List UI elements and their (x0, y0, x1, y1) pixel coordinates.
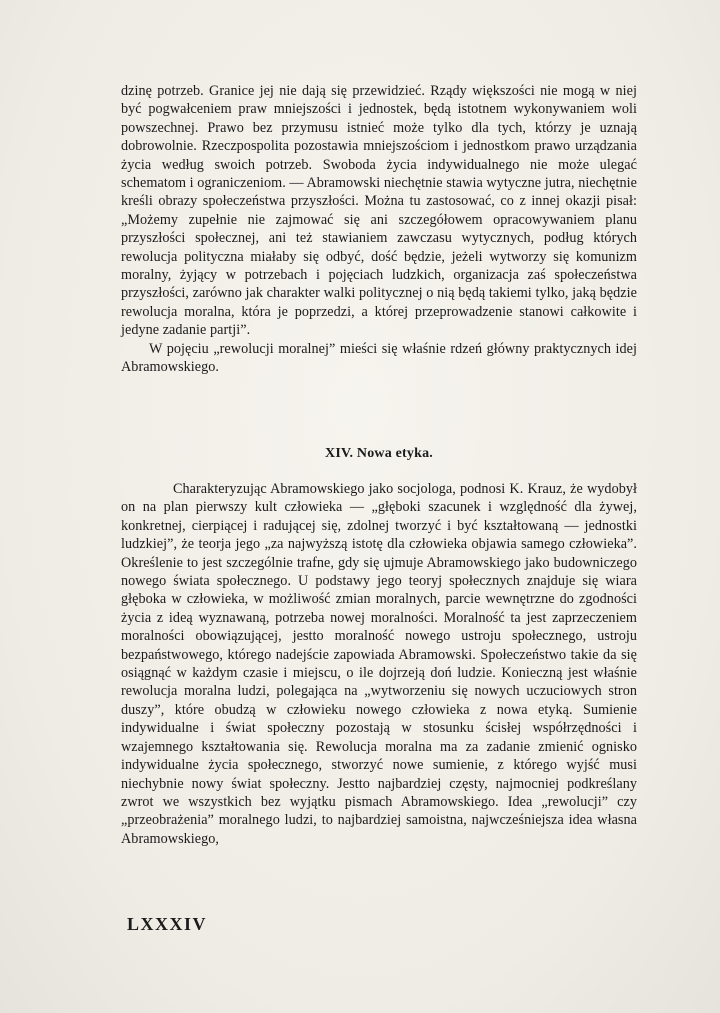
page-number: LXXXIV (127, 914, 208, 934)
opening-text (121, 82, 637, 377)
paragraph-new-ethics: Charakteryzując Abramowskiego jako socjologa, podnosi K. Krauz, że wydobył on na plan pierwszy kult człowieka — „głęboki szacunek i względność dla żywej, konkretnej, cierpiącej i radującej się, zdolnej tworzyć i być kształtowaną — jednostki ludzkiej”, że teorja jego „za najwyższą istotę dla człowieka objawia samego człowieka”. Określenie to jest szczególnie trafne, gdy się ujmuje Abramowskiego jako budowniczego nowego świata społecznego. U podstawy jego teoryj społecznych znajduje się wiara głęboka w człowieka, w możliwość zmian moralnych, parcie wewnętrzne do zgodności życia z ideą wyznawaną, potrzeba nowej moralności. Moralność ta jest zaprzeczeniem moralności obowiązującej, jestto moralność nowego ustroju społecznego, ustroju bezpaństwowego, którego nadejście zapowiada Abramowski. Społeczeństwo takie da się osiągnąć w każdym czasie i miejscu, o ile dojrzeją doń ludzie. Konieczną jest właśnie rewolucja moralna ludzi, polegająca na „wytworzeniu się nowych uczuciowych stron duszy”, które obudzą w człowieku nowego człowieka z nowa etyką. Sumienie indywidualne i świat społeczny pozostają w stosunku ścisłej współrzędności i wzajemnego kształtowania się. Rewolucja moralna ma za zadanie zmienić ognisko indywidualne życia społecznego, stworzyć nowe sumienie, z którego wyjść musi niechybnie nowy świat społeczny. Jestto najbardziej częsty, najmocniej podkreślany zwrot we wszystkich bez wyjątku pismach Abramowskiego. Idea „rewolucji” czy „przeobrażenia” moralnego ludzi, to najbardziej samoistna, najwcześniejsza idea własna Abramowskiego, (121, 481, 637, 847)
paragraph-continuation: dzinę potrzeb. Granice jej nie dają się przewidzieć. Rządy większości nie mogą w niej być pogwałceniem praw mniejszości i jednostek, będą istotnem wykonywaniem woli powszechnej. Prawo bez przymusu istnieć może tylko dla tych, którzy je uznają dobrowolnie. Rzeczpospolita pozostawia mniejszościom i jednostkom prawo urządzania życia według swoich potrzeb. Swoboda życia indywidualnego nie może ulegać schematom i ograniczeniom. — Abramowski niechętnie stawia wytyczne jutra, niechętnie kreśli obrazy społeczeństwa przyszłości. Można tu zastosować, co z innej okazji pisał: „Możemy zupełnie nie zajmować się ani szczegółowem opracowywaniem planu przyszłości społecznej, ani też stawianiem zawczasu wytycznych, podług których rewolucja polityczna miałaby się odbyć, dość będzie, jeżeli wytworzy się komunizm moralny, żyjący w potrzebach i pojęciach ludzkich, organizacja zaś społeczeństwa przyszłości, zarówno jak charakter walki politycznej o nią będą takiemi tylko, jaką będzie rewolucja moralna, która je poprzedzi, a której przeprowadzenie stanowi całkowite i jedyne zadanie partji”. (121, 83, 637, 339)
paragraph-moral-revolution: W pojęciu „rewolucji moralnej” mieści się właśnie rdzeń główny praktycznych idej Abramowskiego. (121, 340, 637, 376)
section-text (121, 480, 637, 848)
section-heading: XIV. Nowa etyka. (325, 446, 433, 461)
